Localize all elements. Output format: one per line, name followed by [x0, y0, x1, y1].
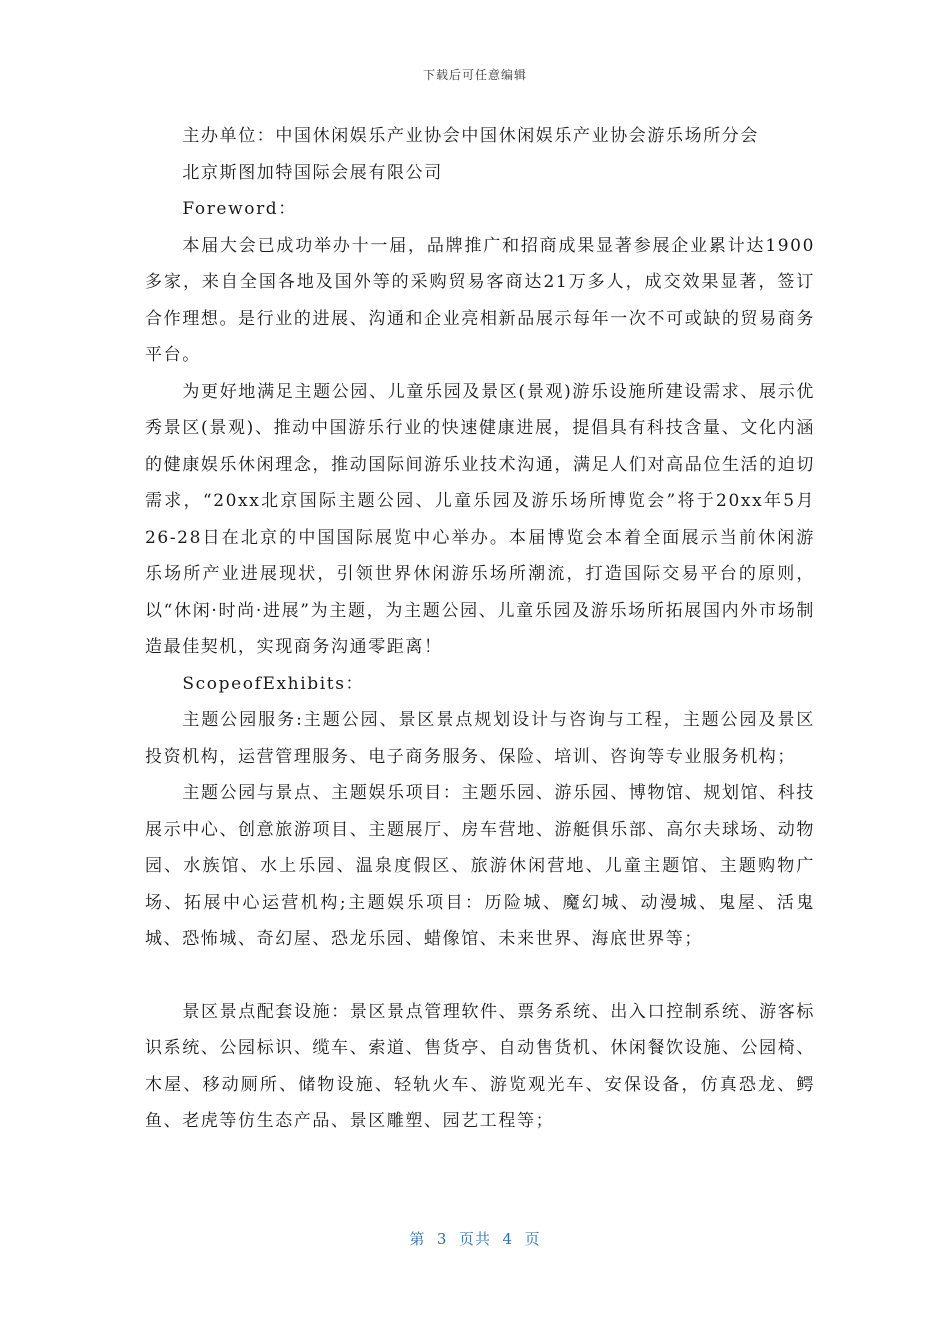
- scope-item-attractions: 主题公园与景点、主题娱乐项目：主题乐园、游乐园、博物馆、规划馆、科技展示中心、创意旅游项目、主题展厅、房车营地、游艇俱乐部、高尔夫球场、动物园、水族馆、水上乐园、温泉度假区、旅游休闲营地、儿童主题馆、主题购物广场、拓展中心运营机构;主题娱乐项目：历险城、魔幻城、动漫城、鬼屋、活鬼城、恐怖城、奇幻屋、恐龙乐园、蜡像馆、未来世界、海底世界等；: [145, 783, 815, 949]
- foreword-heading: Foreword：: [182, 199, 297, 219]
- scope-item-facilities: 景区景点配套设施：景区景点管理软件、票务系统、出入口控制系统、游客标识系统、公园标识、缆车、索道、售货亭、自动售货机、休闲餐饮设施、公园椅、木屋、移动厕所、储物设施、轻轨火车、游览观光车、安保设备，仿真恐龙、鳄鱼、老虎等仿生态产品、景区雕塑、园艺工程等；: [145, 1001, 815, 1131]
- page-number: 第 3 页共 4 页: [409, 1230, 541, 1248]
- organizer-line: 主办单位：中国休闲娱乐产业协会中国休闲娱乐产业协会游乐场所分会: [182, 126, 759, 146]
- document-body: [145, 118, 815, 1140]
- scope-item-theme-park-services: 主题公园服务:主题公园、景区景点规划设计与咨询与工程，主题公园及景区投资机构，运营管理服务、电子商务服务、保险、培训、咨询等专业服务机构；: [145, 710, 815, 767]
- foreword-paragraph-2: 为更好地满足主题公园、儿童乐园及景区(景观)游乐设施所建设需求、展示优秀景区(景观)、推动中国游乐行业的快速健康进展，提倡具有科技含量、文化内涵的健康娱乐休闲理念，推动国际间游乐业技术沟通，满足人们对高品位生活的迫切需求，“20xx北京国际主题公园、儿童乐园及游乐场所博览会”将于20xx年5月26-28日在北京的中国国际展览中心举办。本届博览会本着全面展示当前休闲游乐场所产业进展现状，引领世界休闲游乐场所潮流，打造国际交易平台的原则，以“休闲·时尚·进展”为主题，为主题公园、儿童乐园及游乐场所拓展国内外市场制造最佳契机，实现商务沟通零距离！: [145, 381, 815, 657]
- foreword-paragraph-1: 本届大会已成功举办十一届，品牌推广和招商成果显著参展企业累计达1900多家，来自全国各地及国外等的采购贸易客商达21万多人，成交效果显著，签订合作理想。是行业的进展、沟通和企业亮相新品展示每年一次不可或缺的贸易商务平台。: [145, 235, 815, 365]
- scope-heading: ScopeofExhibits：: [182, 673, 365, 694]
- organizer-company: 北京斯图加特国际会展有限公司: [182, 162, 443, 183]
- page-header: 下载后可任意编辑: [422, 68, 527, 82]
